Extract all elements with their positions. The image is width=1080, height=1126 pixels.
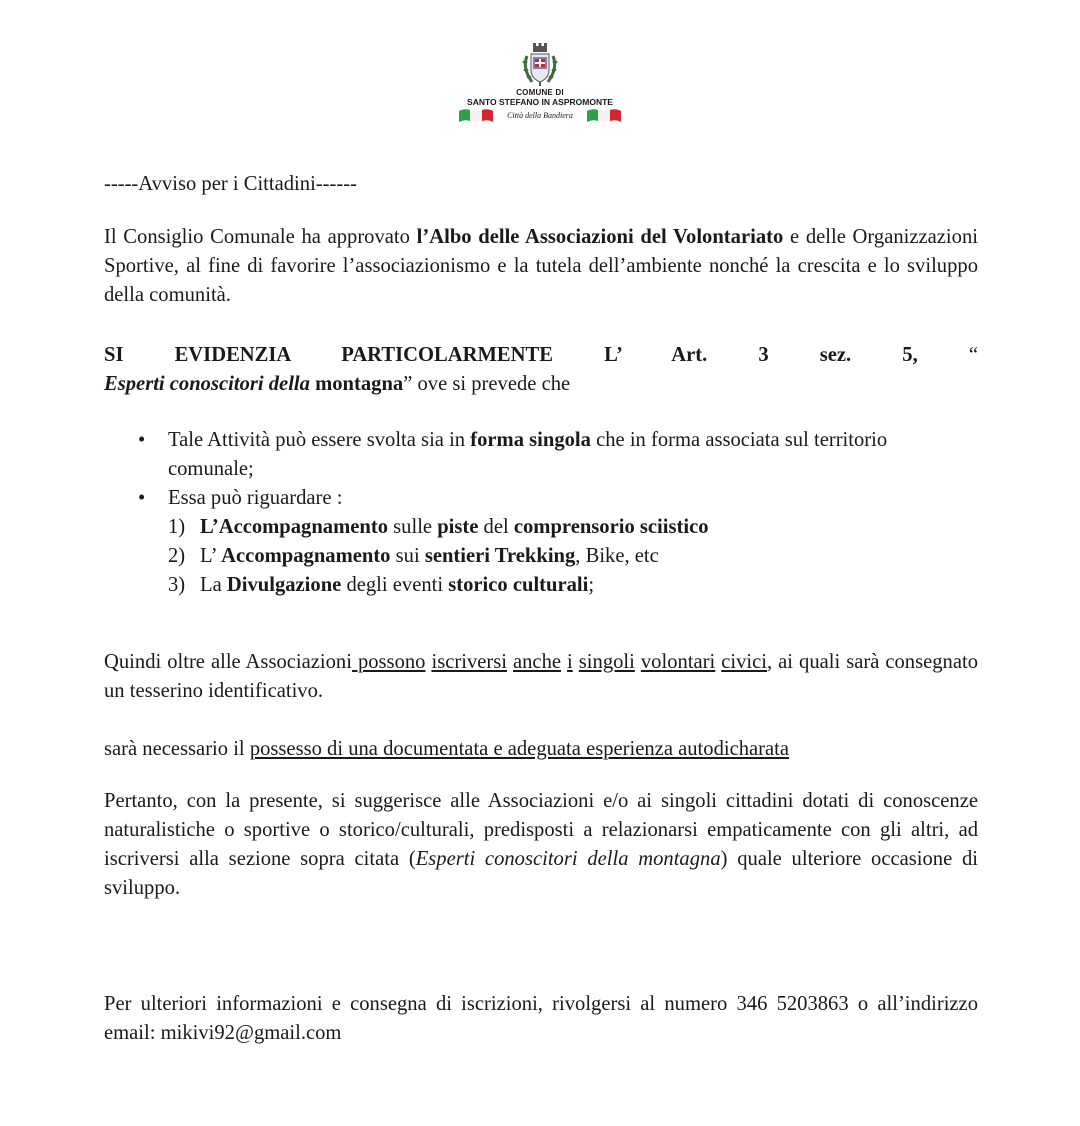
logo-tagline-row — [450, 108, 630, 122]
paragraph-approval: Il Consiglio Comunale ha approvato l’Albo delle Associazioni del Volontariato e delle Organizzazioni Sportive, al fine di favorire l’associazionismo e la tutela dell’ambiente nonché la crescita e lo sviluppo della comunità. — [104, 226, 978, 306]
italian-flag-left-icon — [459, 108, 493, 122]
italian-flag-right-icon — [587, 108, 621, 122]
notice-title: -----Avviso per i Cittadini------ — [104, 173, 357, 195]
logo-line-municipality: SANTO STEFANO IN ASPROMONTE — [467, 97, 613, 107]
numbered-item: 1) L’Accompagnamento sulle piste del comprensorio sciistico — [168, 516, 709, 538]
activity-list — [104, 426, 978, 600]
paragraph-invitation: Pertanto, con la presente, si suggerisce alle Associazioni e/o ai singoli cittadini dotati di conoscenze naturalistiche o sportive o storico/culturali, predisposti a relazionarsi empaticamente con gli altri, ad iscriversi alla sezione sopra citata (Esperti conoscitori della montagna) quale ulteriore occasione di sviluppo. — [104, 790, 978, 899]
paragraph-contact: Per ulteriori informazioni e consegna di iscrizioni, rivolgersi al numero 346 5203863 o all’indirizzo email: mikivi92@gmail.com — [104, 993, 978, 1044]
list-item: • Essa può riguardare : — [104, 484, 978, 513]
logo-line-comune: COMUNE DI — [516, 88, 564, 97]
logo-tagline: Città della Bandiera — [507, 110, 573, 120]
list-item: • Tale Attività può essere svolta sia in forma singola che in forma associata sul territorio comunale; — [104, 426, 978, 484]
numbered-item: 3) La Divulgazione degli eventi storico culturali; — [168, 574, 595, 596]
municipality-logo — [450, 42, 630, 122]
coat-of-arms-icon — [518, 42, 562, 88]
paragraph-volunteers: Quindi oltre alle Associazioni possono iscriversi anche i singoli volontari civici, ai quali sarà consegnato un tesserino identificativo. — [104, 651, 979, 702]
paragraph-requirement: sarà necessario il possesso di una documentata e adeguata esperienza autodicharata — [104, 738, 790, 760]
highlight-line-1: SI EVIDENZIA PARTICOLARMENTE L’ Art. 3 sez. 5, “ — [104, 344, 978, 366]
numbered-item: 2) L’ Accompagnamento sui sentieri Trekking, Bike, etc — [168, 545, 659, 567]
paragraph-highlight — [104, 341, 978, 399]
highlight-line-2: Esperti conoscitori della montagna” ove si prevede che — [104, 373, 571, 395]
